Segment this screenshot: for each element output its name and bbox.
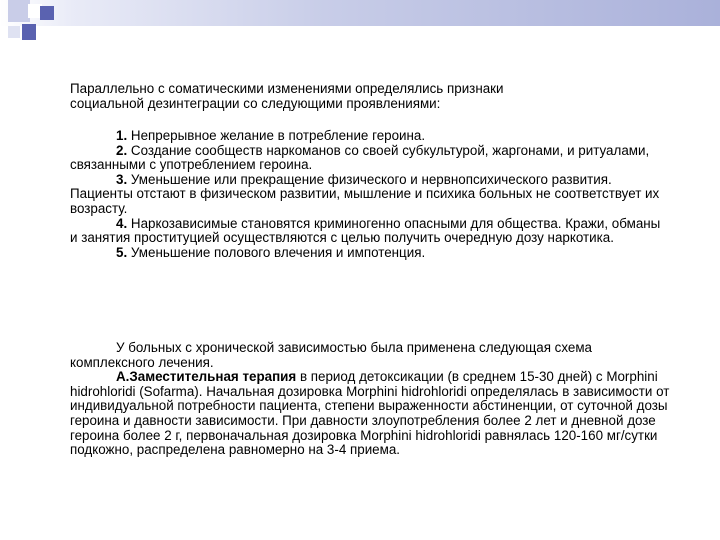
therapy-intro: У больных с хронической зависимостью была применена следующая схема комплексного лечения. <box>70 340 593 370</box>
intro-line-2: социальной дезинтеграции со следующими проявлениями: <box>70 95 441 111</box>
list-item-number: 3. <box>116 171 128 187</box>
therapy-body: в период детоксикации (в среднем 15-30 дней) с Morphini hidrohloridi (Sofarma). Начальная дозировка Morphini hidrohloridi определялась в зависимости от индивидуальной потребности пациента, степени выраженности абстиненции, от суточной дозы героина и давности зависимости. При давности злоупотребления более 2 лет и дневной дозе героина более 2 г, первоначальная дозировка Morphini hidrohloridi равнялась 120-160 мг/сутки подкожно, распределена равномерно на 3-4 приема. <box>70 369 670 458</box>
list-item-number: 5. <box>116 244 128 260</box>
therapy-paragraph <box>70 370 670 458</box>
intro-line-1: Параллельно с соматическими изменениями определялись признаки <box>70 81 504 96</box>
list-item-text: Уменьшение или прекращение физического и нервнопсихического развития. Пациенты отстают в физическом развитии, мышление и психика больных не соответствует их возрасту. <box>70 171 660 216</box>
header-gradient-bar <box>0 0 720 26</box>
list-item-text: Создание сообществ наркоманов со своей субкультурой, жаргонами, и ритуалами, связанными с употреблением героина. <box>70 142 650 173</box>
list-item-text: Уменьшение полового влечения и импотенция. <box>127 244 426 260</box>
therapy-section <box>70 341 670 458</box>
list-item <box>70 129 670 144</box>
list-item <box>70 173 670 217</box>
decor-square-light-small <box>8 26 20 38</box>
intro-paragraph <box>70 82 670 111</box>
list-item-number: 1. <box>116 128 128 143</box>
list-item-number: 2. <box>116 142 128 158</box>
therapy-heading: А.Заместительная терапия <box>116 369 297 385</box>
list-item <box>70 144 670 173</box>
decor-square-dark <box>40 6 54 20</box>
list-item <box>70 217 670 246</box>
decor-square-light <box>8 0 30 22</box>
list-item-text: Наркозависимые становятся криминогенно опасными для общества. Кражи, обманы и занятия проституцией осуществляются с целью получить очередную дозу наркотика. <box>70 215 661 246</box>
list-item-text: Непрерывное желание в потребление героина. <box>127 128 426 143</box>
list-item <box>70 246 670 261</box>
decor-square-dark-small <box>22 24 36 40</box>
header-divider <box>0 26 720 30</box>
symptom-list <box>70 129 670 260</box>
list-item-number: 4. <box>116 215 128 231</box>
